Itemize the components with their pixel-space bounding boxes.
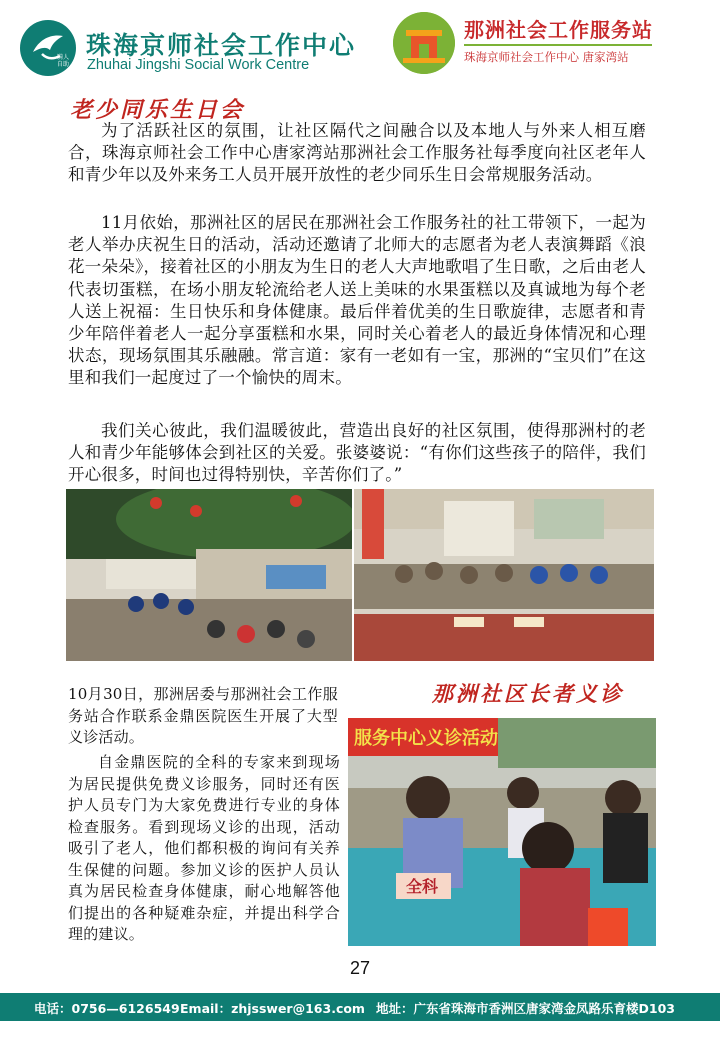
nazhou-logo — [393, 12, 455, 74]
station-name: 那洲社会工作服务站 — [464, 18, 653, 42]
article1-paragraph-3: 我们关心彼此，我们温暖彼此，营造出良好的社区氛围，使得那洲村的老人和青少年能够体会到社区的关爱。张婆婆说：“有你们这些孩子的陪伴，我们开心很多，时间也过得特别快，辛苦你们了。” — [68, 421, 646, 485]
article2-title: 那洲社区长者义诊 — [432, 681, 624, 706]
article1-paragraph-1: 为了活跃社区的氛围，让社区隔代之间融合以及本地人与外来人相互磨合，珠海京师社会工作中心唐家湾站那洲社会工作服务社每季度向社区老年人和青少年以及外来务工人员开展开放性的老少同乐生日会常规服务活动。 — [68, 121, 646, 185]
station-subtitle: 珠海京师社会工作中心 唐家湾站 — [464, 50, 629, 64]
outdoor-party-image — [66, 489, 352, 661]
page-number: 27 — [350, 958, 371, 978]
footer-email: Email：zhjsswer@163.com — [180, 1001, 365, 1016]
article1-title: 老少同乐生日会 — [70, 97, 246, 123]
header-divider — [464, 44, 652, 46]
org-name-zh: 珠海京师社会工作中心 — [86, 31, 357, 60]
article2-paragraph-1: 10月30日，那洲居委与那洲社会工作服务站合作联系金鼎医院医生开展了大型义诊活动。 — [68, 685, 338, 746]
footer-phone: 电话：0756—6126549 — [34, 1001, 180, 1016]
birthday-party-photo-2 — [354, 489, 654, 661]
clinic-banner-text: 服务中心义诊活动 — [354, 728, 498, 749]
footer-address: 地址：广东省珠海市香洲区唐家湾金凤路乐育楼D103 — [376, 1001, 675, 1016]
article1-paragraph-2: 11月依始，那洲社区的居民在那洲社会工作服务社的社工带领下，一起为老人举办庆祝生日的活动，活动还邀请了北师大的志愿者为老人表演舞蹈《浪花一朵朵》，接着社区的小朋友为生日的老人大声地歌唱了生日歌，之后由老人代表切蛋糕，在场小朋友轮流给老人送上美味的水果蛋糕以及真诚地为每个老人送上祝福：生日快乐和身体健康。最后伴着优美的生日歌旋律，志愿者和青少年陪伴着老人一起分享蛋糕和水果，同时关心着老人的最近身体情况和心理状态，现场氛围其乐融融。常言道：家有一老如有一宝，那洲的“宝贝们”在这里和我们一起度过了一个愉快的周末。 — [68, 213, 646, 388]
free-clinic-photo — [348, 718, 656, 946]
page-header — [0, 0, 720, 92]
indoor-party-image — [354, 489, 654, 661]
logo-caption: 騎人 自助 — [56, 54, 69, 68]
page-footer — [0, 993, 720, 1021]
birthday-party-photo-1 — [66, 489, 352, 661]
house-icon — [393, 12, 455, 74]
clinic-image — [348, 718, 656, 946]
org-name-en: Zhuhai Jingshi Social Work Centre — [87, 57, 310, 73]
clinic-sign-text: 全科 — [406, 877, 439, 896]
jingshi-logo — [20, 20, 76, 76]
article2-paragraph-2: 自金鼎医院的全科的专家来到现场为居民提供免费义诊服务，同时还有医护人员专门为大家免费进行专业的身体检查服务。看到现场义诊的出现，活动吸引了老人，他们都积极的询问有关养生保健的问题。参加义诊的医护人员认真为居民检查身体健康，耐心地解答他们提出的各种疑难杂症，并提出科学合理的建议。 — [68, 753, 340, 943]
